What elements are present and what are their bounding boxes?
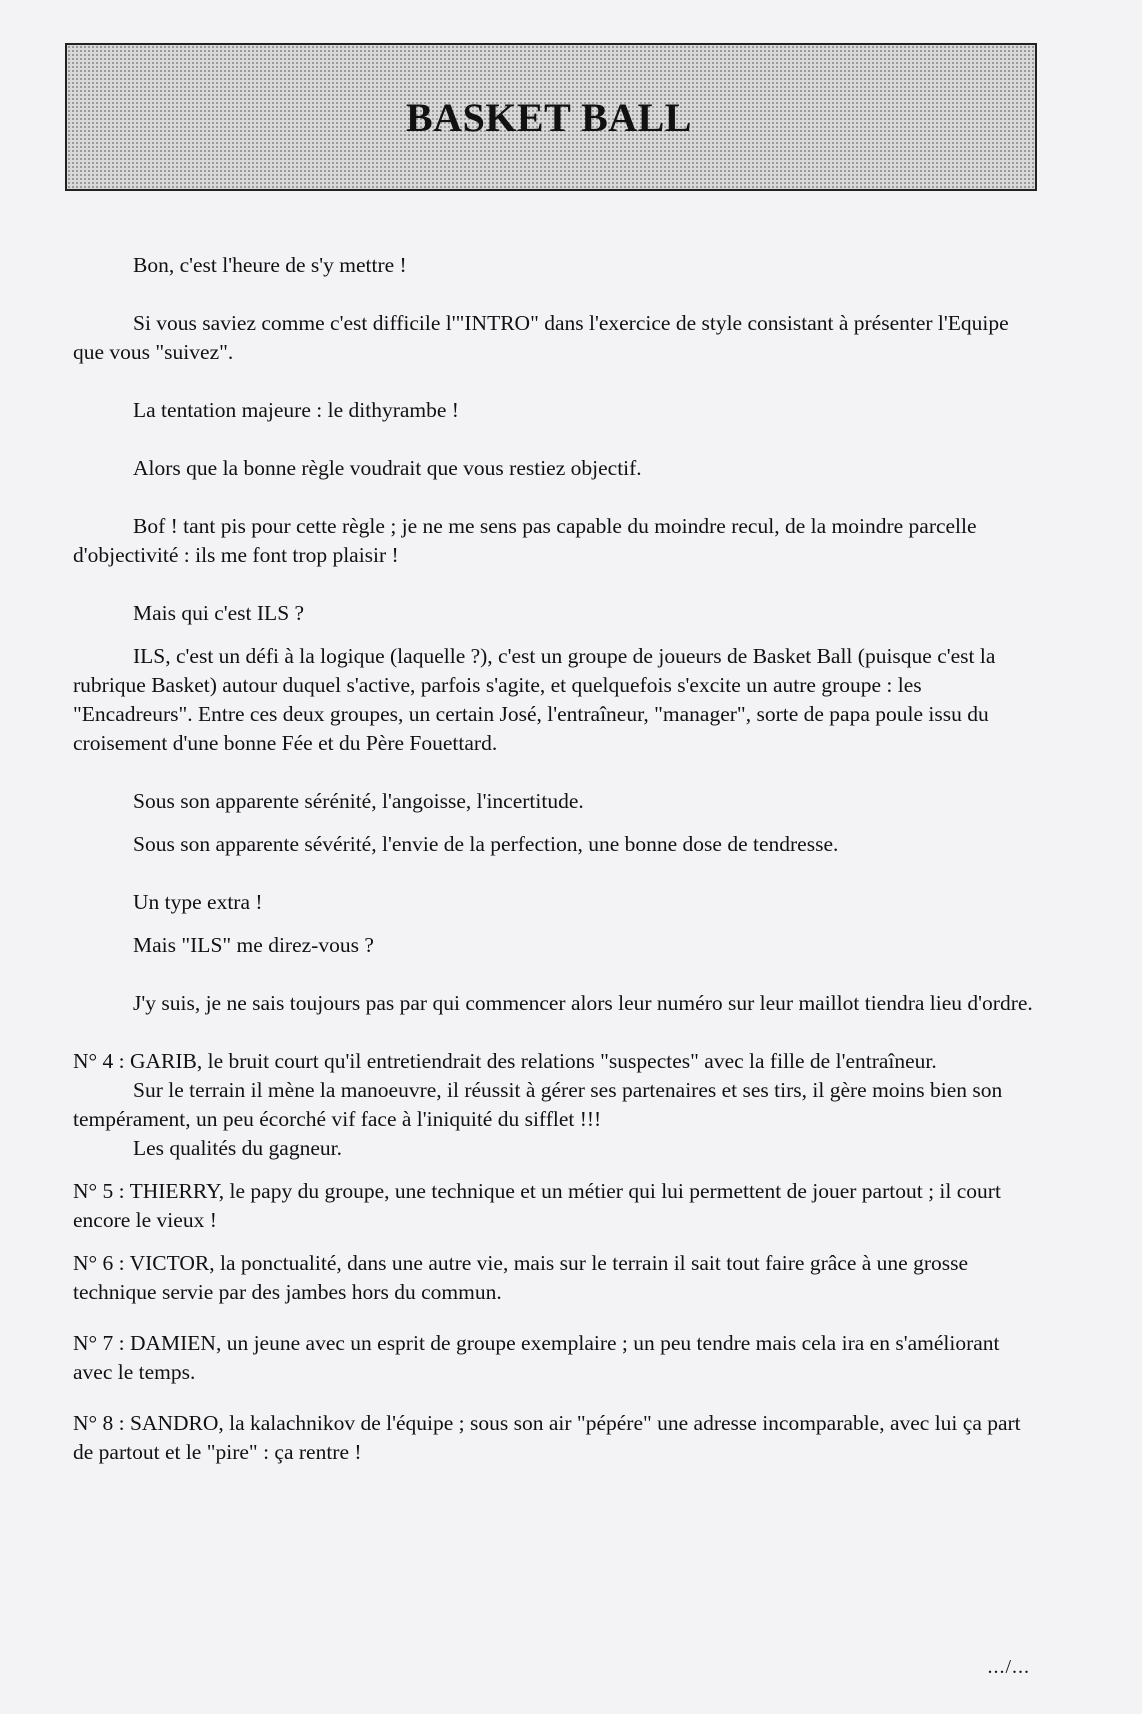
paragraph-severity: Sous son apparente sévérité, l'envie de la perfection, une bonne dose de tendresse. xyxy=(133,832,839,856)
paragraph-serenity: Sous son apparente sérénité, l'angoisse, l'incertitude. xyxy=(133,789,584,813)
title-banner xyxy=(65,43,1037,191)
paragraph-intro: Bon, c'est l'heure de s'y mettre ! xyxy=(133,253,407,277)
player-n6: N° 6 : VICTOR, la ponctualité, dans une autre vie, mais sur le terrain il sait tout faire grâce à une grosse technique servie par des jambes hors du commun. xyxy=(73,1251,969,1304)
page-continuation-mark: .../... xyxy=(987,1656,1030,1678)
paragraph-order: J'y suis, je ne sais toujours pas par qui commencer alors leur numéro sur leur maillot tiendra lieu d'ordre. xyxy=(133,991,1033,1015)
page-title: BASKET BALL xyxy=(406,94,692,140)
player-n4-intro: N° 4 : GARIB, le bruit court qu'il entretiendrait des relations "suspectes" avec la fille de l'entraîneur. xyxy=(73,1049,937,1073)
paragraph-direz-vous: Mais "ILS" me direz-vous ? xyxy=(133,933,374,957)
player-n5: N° 5 : THIERRY, le papy du groupe, une technique et un métier qui lui permettent de jouer partout ; il court encore le vieux ! xyxy=(73,1179,1001,1232)
paragraph-rule: Alors que la bonne règle voudrait que vous restiez objectif. xyxy=(133,456,642,480)
paragraph-difficulty: Si vous saviez comme c'est difficile l'"INTRO" dans l'exercice de style consistant à présenter l'Equipe que vous "suivez". xyxy=(73,311,1009,364)
paragraph-question: Mais qui c'est ILS ? xyxy=(133,601,305,625)
player-n4-qualities: Les qualités du gagneur. xyxy=(133,1136,342,1160)
article-body xyxy=(73,251,1033,1467)
paragraph-temptation: La tentation majeure : le dithyrambe ! xyxy=(133,398,459,422)
player-n4-detail: Sur le terrain il mène la manoeuvre, il réussit à gérer ses partenaires et ses tirs, il gère moins bien son tempérament, un peu écorché vif face à l'iniquité du sifflet !!! xyxy=(73,1078,1003,1131)
paragraph-extra: Un type extra ! xyxy=(133,890,263,914)
player-n8: N° 8 : SANDRO, la kalachnikov de l'équipe ; sous son air "pépére" une adresse incomparable, avec lui ça part de partout et le "pire" : ça rentre ! xyxy=(73,1411,1021,1464)
paragraph-ils: ILS, c'est un défi à la logique (laquelle ?), c'est un groupe de joueurs de Basket Ball (puisque c'est la rubrique Basket) autour duquel s'active, parfois s'agite, et quelquefois s'excite un autre groupe : les "Encadreurs". Entre ces deux groupes, un certain José, l'entraîneur, "manager", sorte de papa poule issu du croisement d'une bonne Fée et du Père Fouettard. xyxy=(73,644,996,755)
player-n7: N° 7 : DAMIEN, un jeune avec un esprit de groupe exemplaire ; un peu tendre mais cela ira en s'améliorant avec le temps. xyxy=(73,1331,1000,1384)
paragraph-bof: Bof ! tant pis pour cette règle ; je ne me sens pas capable du moindre recul, de la moindre parcelle d'objectivité : ils me font trop plaisir ! xyxy=(73,514,977,567)
